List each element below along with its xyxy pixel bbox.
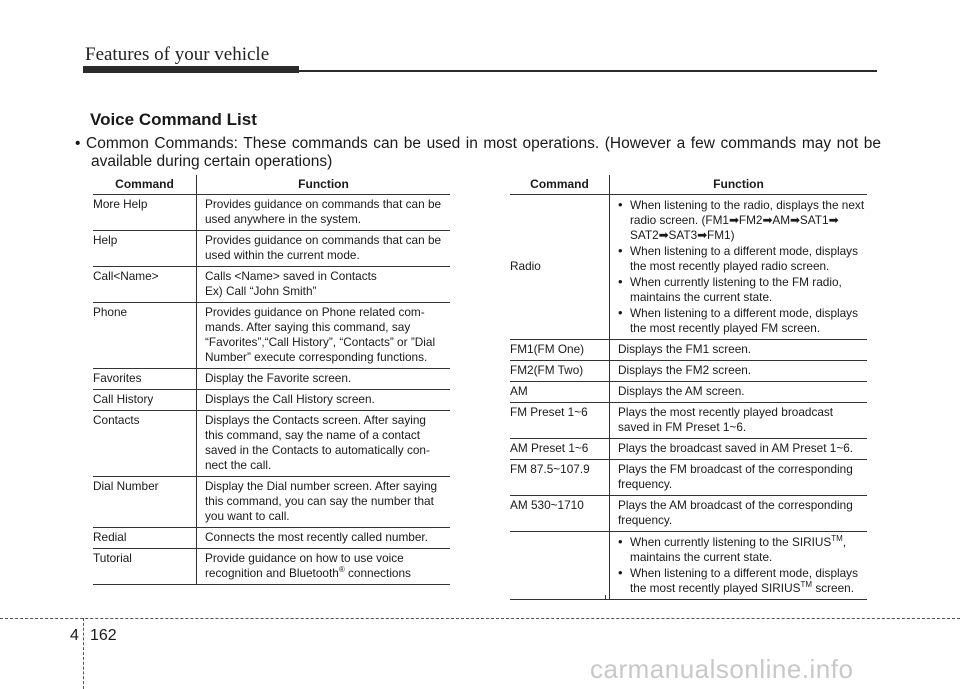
- function-line: frequency.: [618, 513, 673, 527]
- bullet-icon: •: [75, 135, 81, 152]
- bullet-icon: •: [618, 565, 623, 580]
- function-line: Plays the FM broadcast of the corresponding: [618, 462, 853, 476]
- command-cell: Redial: [93, 528, 197, 549]
- function-text: When currently listening to the FM radio,: [630, 275, 842, 289]
- function-text: connections: [344, 566, 411, 580]
- header-rule-thin: [299, 70, 877, 72]
- command-cell: Call History: [93, 390, 197, 411]
- intro-line-1: [75, 135, 881, 153]
- function-cell: [197, 267, 451, 303]
- table-header-row: [93, 175, 450, 195]
- function-text: ,: [842, 535, 847, 549]
- function-line: saved in the Contacts to automatically con-: [205, 443, 430, 457]
- function-text: When listening to the radio, displays the next: [630, 198, 865, 212]
- table-row: [93, 195, 450, 231]
- command-cell: Contacts: [93, 411, 197, 477]
- function-text: SAT2➡SAT3➡FM1): [630, 228, 735, 242]
- table-row: [93, 477, 450, 528]
- command-cell: Favorites: [93, 369, 197, 390]
- function-cell: [610, 439, 868, 460]
- function-bullet: [618, 305, 867, 336]
- command-cell: Help: [93, 231, 197, 267]
- function-cell: [197, 303, 451, 369]
- table-row: [510, 403, 867, 439]
- command-cell: FM 87.5~107.9: [510, 460, 610, 496]
- section-title: Voice Command List: [90, 110, 257, 129]
- function-text: radio screen. (FM1➡FM2➡AM➡SAT1➡: [630, 213, 839, 227]
- function-cell: [197, 231, 451, 267]
- table-row: [93, 390, 450, 411]
- table-continuation-line: [605, 595, 606, 600]
- function-cell: [610, 382, 868, 403]
- command-cell: Dial Number: [93, 477, 197, 528]
- function-cell: [197, 477, 451, 528]
- bullet-icon: •: [618, 534, 623, 549]
- intro-line-2: available during certain operations): [91, 153, 333, 170]
- table-row: [93, 549, 450, 585]
- trademark-mark: TM: [800, 580, 813, 590]
- function-cell: [610, 460, 868, 496]
- column-header-command: Command: [93, 175, 197, 195]
- function-text: When listening to a different mode, displays: [630, 244, 858, 258]
- header-rule-thick: [83, 66, 299, 73]
- function-line: mands. After saying this command, say: [205, 320, 411, 334]
- table-header-row: [510, 175, 867, 195]
- function-bullet: [618, 565, 867, 596]
- watermark: carmanualsonline.info: [590, 654, 854, 684]
- function-cell: [610, 496, 868, 532]
- column-header-function: Function: [610, 175, 868, 195]
- table-row: [93, 231, 450, 267]
- function-line: Provides guidance on commands that can be: [205, 197, 442, 211]
- function-cell: [197, 528, 451, 549]
- function-line: Provide guidance on how to use voice: [205, 551, 404, 565]
- table-row: [93, 303, 450, 369]
- function-text: recognition and Bluetooth: [205, 566, 339, 580]
- function-cell: [610, 340, 868, 361]
- bullet-icon: •: [618, 305, 623, 320]
- function-line: Displays the Call History screen.: [205, 392, 375, 406]
- table-row: [510, 340, 867, 361]
- function-line: Display the Favorite screen.: [205, 371, 352, 385]
- table-row: [510, 460, 867, 496]
- command-cell: Call<Name>: [93, 267, 197, 303]
- function-line: frequency.: [618, 477, 673, 491]
- function-cell: [610, 195, 868, 340]
- table-row: [93, 267, 450, 303]
- function-cell: [610, 403, 868, 439]
- function-line: saved in FM Preset 1~6.: [618, 420, 747, 434]
- function-cell: [197, 195, 451, 231]
- function-text: screen.: [812, 581, 855, 595]
- bullet-icon: •: [618, 274, 623, 289]
- page-header-title: Features of your vehicle: [85, 44, 270, 65]
- function-line: Ex) Call “John Smith”: [205, 284, 317, 298]
- table-row: [510, 382, 867, 403]
- function-line: Display the Dial number screen. After saying: [205, 479, 438, 493]
- function-line: Plays the AM broadcast of the corresponding: [618, 498, 853, 512]
- command-cell: FM2(FM Two): [510, 361, 610, 382]
- function-line: Plays the most recently played broadcast: [618, 405, 834, 419]
- command-cell: More Help: [93, 195, 197, 231]
- page-number: 162: [90, 627, 117, 644]
- function-line: [205, 566, 450, 581]
- function-bullet: [618, 197, 867, 243]
- function-cell: [197, 549, 451, 585]
- footer-rule: [0, 618, 960, 619]
- function-line: used within the current mode.: [205, 248, 360, 262]
- table-row-radio: [510, 195, 867, 340]
- function-text: the most recently played radio screen.: [630, 259, 830, 273]
- function-line: Connects the most recently called number.: [205, 530, 428, 544]
- function-bullet: [618, 534, 867, 565]
- function-line: Displays the FM1 screen.: [618, 342, 752, 356]
- intro-text-1: Common Commands: These commands can be used in most operations. (However a few commands may not be: [86, 135, 882, 152]
- function-text: When listening to a different mode, displays: [630, 306, 858, 320]
- function-cell: [610, 532, 868, 600]
- bullet-icon: •: [618, 197, 623, 212]
- function-line: you want to call.: [205, 509, 290, 523]
- function-bullet: [618, 243, 867, 274]
- command-cell: Radio: [510, 195, 610, 340]
- table-row: [93, 369, 450, 390]
- function-text: maintains the current state.: [630, 550, 773, 564]
- function-text: maintains the current state.: [630, 290, 773, 304]
- column-header-function: Function: [197, 175, 451, 195]
- right-command-table: [510, 175, 867, 600]
- function-cell: [197, 369, 451, 390]
- table-row: [510, 361, 867, 382]
- bullet-icon: •: [618, 243, 623, 258]
- table-row-sirius: [510, 532, 867, 600]
- trademark-mark: TM: [831, 534, 843, 544]
- command-cell: AM Preset 1~6: [510, 439, 610, 460]
- function-line: Displays the FM2 screen.: [618, 363, 752, 377]
- function-line: Displays the Contacts screen. After saying: [205, 413, 426, 427]
- function-line: used anywhere in the system.: [205, 212, 362, 226]
- function-line: Provides guidance on commands that can be: [205, 233, 442, 247]
- intro-paragraph: [75, 135, 881, 171]
- function-text: the most recently played SIRIUS: [630, 581, 801, 595]
- command-cell: [510, 532, 610, 600]
- function-line: Calls <Name> saved in Contacts: [205, 269, 377, 283]
- function-line: Plays the broadcast saved in AM Preset 1~6.: [618, 441, 854, 455]
- function-text: When listening to a different mode, displays: [630, 566, 858, 580]
- command-cell: Phone: [93, 303, 197, 369]
- command-cell: AM: [510, 382, 610, 403]
- function-line: nect the call.: [205, 458, 272, 472]
- function-line: Provides guidance on Phone related com-: [205, 305, 425, 319]
- left-command-table: [93, 175, 450, 585]
- registered-mark: ®: [338, 565, 345, 575]
- table-row: [93, 411, 450, 477]
- function-line: Number” execute corresponding functions.: [205, 350, 428, 364]
- function-cell: [197, 411, 451, 477]
- function-cell: [197, 390, 451, 411]
- table-row: [510, 439, 867, 460]
- function-line: Displays the AM screen.: [618, 384, 745, 398]
- chapter-number: 4: [70, 627, 79, 644]
- command-cell: AM 530~1710: [510, 496, 610, 532]
- function-text: When currently listening to the SIRIUS: [630, 535, 832, 549]
- command-cell: FM1(FM One): [510, 340, 610, 361]
- function-line: this command, say the name of a contact: [205, 428, 421, 442]
- command-cell: Tutorial: [93, 549, 197, 585]
- function-cell: [610, 361, 868, 382]
- column-header-command: Command: [510, 175, 610, 195]
- function-bullet: [618, 274, 867, 305]
- function-line: this command, you can say the number that: [205, 494, 434, 508]
- footer-divider: [83, 618, 85, 689]
- function-text: the most recently played FM screen.: [630, 321, 821, 335]
- function-line: “Favorites”,“Call History”, “Contacts” or ”Dial: [205, 335, 436, 349]
- table-row: [510, 496, 867, 532]
- command-cell: FM Preset 1~6: [510, 403, 610, 439]
- table-row: [93, 528, 450, 549]
